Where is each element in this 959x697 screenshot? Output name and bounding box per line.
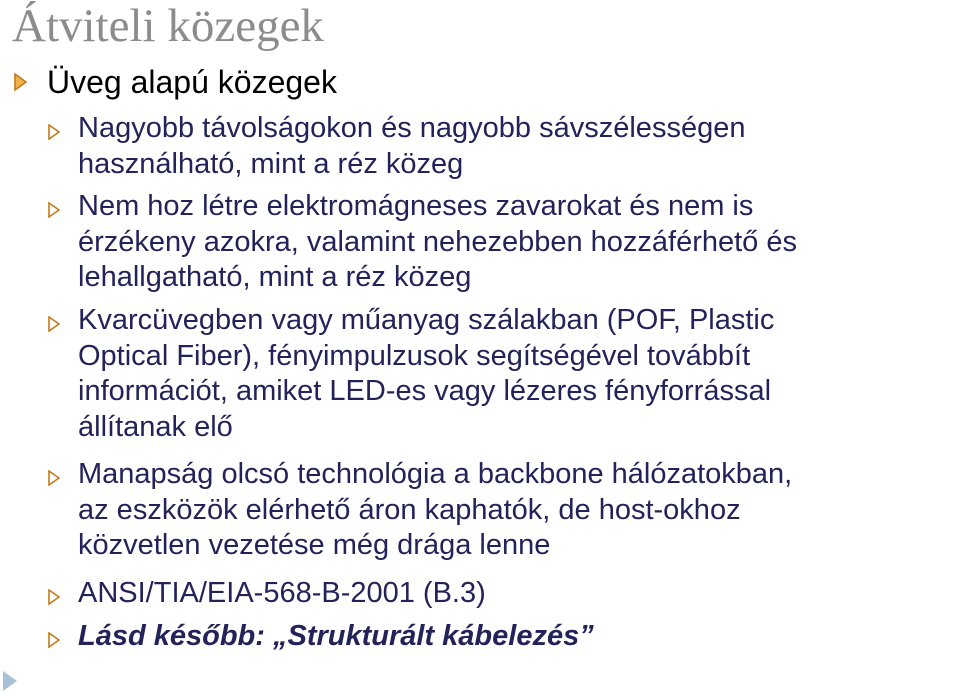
bullet-line: az eszközök elérhető áron kaphatók, de host-okhoz — [78, 493, 741, 526]
bullet-line: Nagyobb távolságokon és nagyobb sávszélességen — [78, 112, 746, 144]
triangle-bullet-icon — [48, 202, 60, 218]
triangle-bullet-icon — [48, 470, 60, 486]
triangle-bullet-icon — [14, 73, 27, 91]
bullet-line: Nem hoz létre elektromágneses zavarokat és nem is — [78, 190, 754, 222]
slide-title: Átviteli közegek — [12, 0, 324, 52]
bullet-line: közvetlen vezetése még drága lenne — [78, 529, 551, 561]
triangle-bullet-icon — [48, 316, 60, 332]
bullet-line: Manapság olcsó technológia a backbone hálózatokban, — [78, 458, 793, 490]
bullet-item — [78, 189, 956, 296]
bullet-line: állítanak elő — [78, 410, 233, 443]
bullet-line: érzékeny azokra, valamint nehezebben hozzáférhető és — [78, 225, 797, 258]
bullet-item — [78, 576, 956, 612]
triangle-bullet-icon — [48, 589, 60, 605]
bullet-item — [78, 457, 956, 564]
bullet-line: lehallgatható, mint a réz közeg — [78, 261, 472, 293]
bullet-line: Lásd később: „Strukturált kábelezés” — [78, 620, 594, 652]
bullet-line: Optical Fiber), fényimpulzusok segítségével továbbít — [78, 339, 751, 372]
level1-heading: Üveg alapú közegek — [47, 64, 337, 100]
bullet-line: ANSI/TIA/EIA-568-B-2001 (B.3) — [78, 577, 486, 609]
bullet-item — [78, 619, 956, 655]
bullet-line: információt, amiket LED-es vagy lézeres fényforrással — [78, 375, 772, 407]
bullet-line: Kvarcüvegben vagy műanyag szálakban (POF, Plastic — [78, 304, 775, 336]
bullet-item — [78, 111, 956, 182]
bullet-item — [78, 303, 956, 445]
slide-corner-marker-icon — [2, 670, 18, 697]
triangle-bullet-icon — [48, 124, 60, 140]
triangle-bullet-icon — [48, 632, 60, 648]
bullet-line: használható, mint a réz közeg — [78, 147, 464, 180]
